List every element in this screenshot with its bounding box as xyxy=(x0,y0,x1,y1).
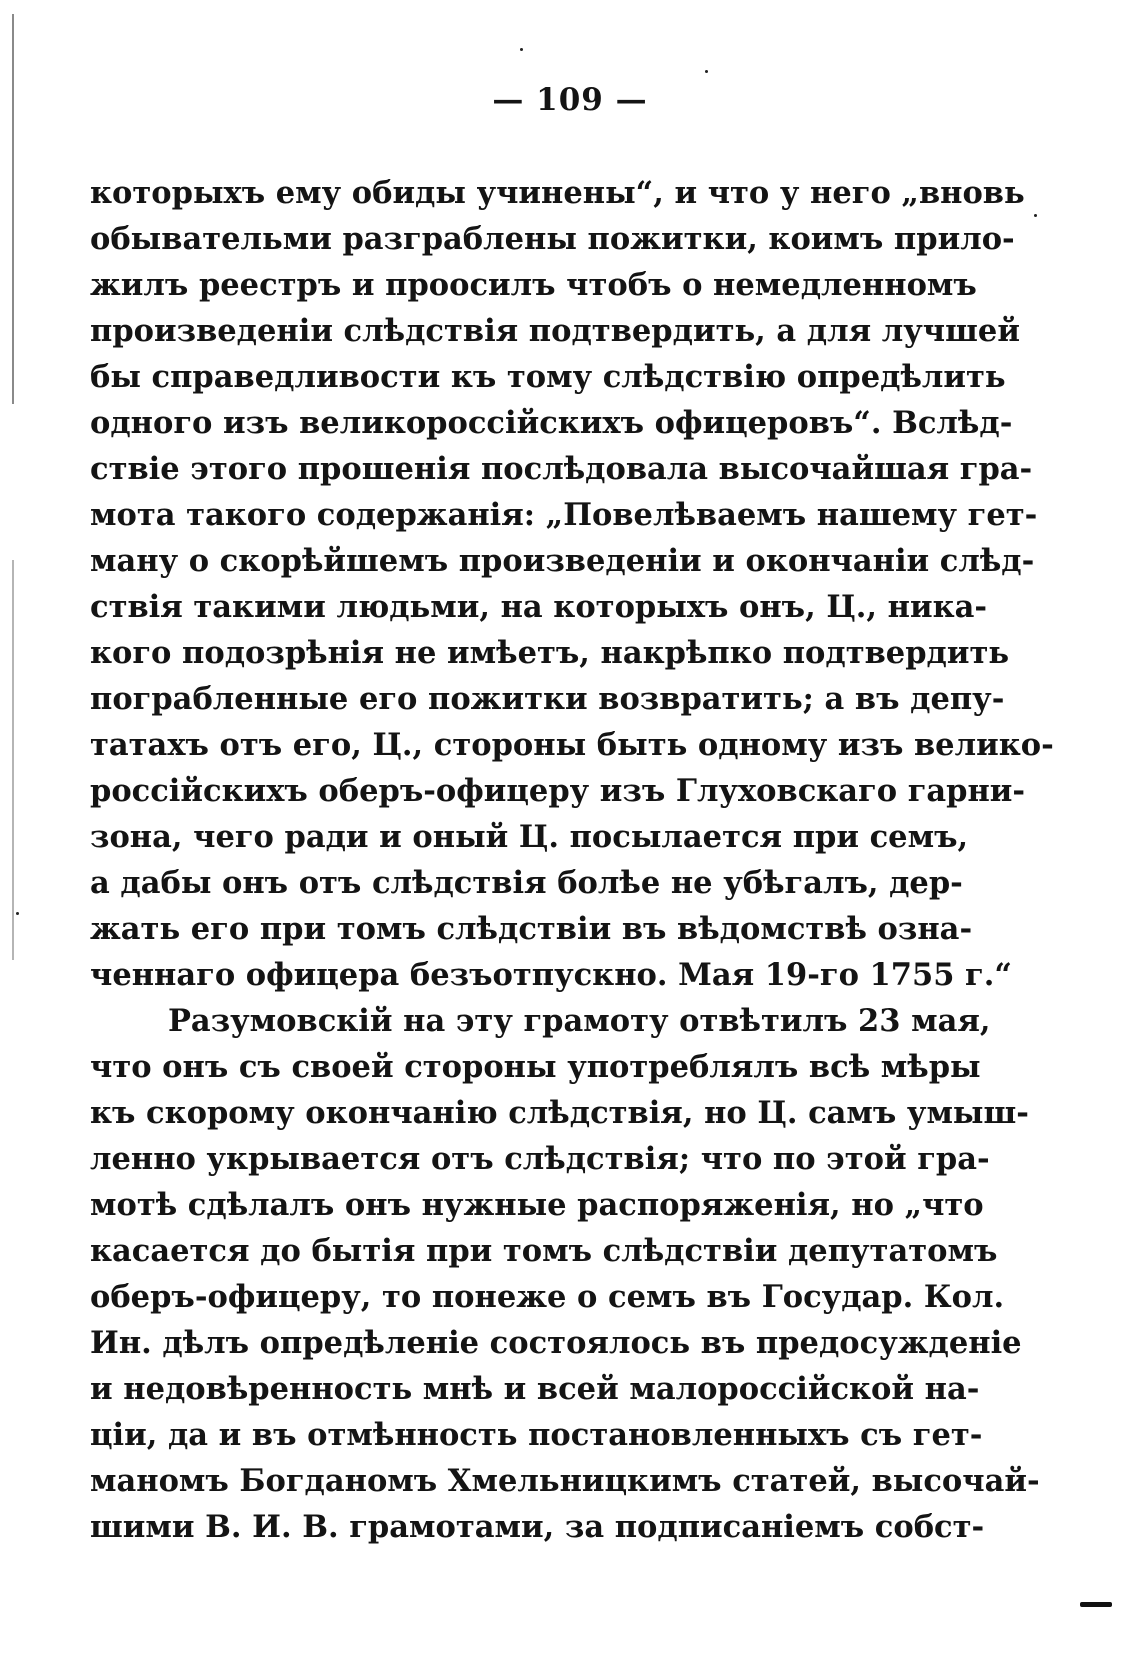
text-line: шими В. И. В. грамотами, за подписаніемъ собст- xyxy=(90,1509,985,1545)
text-line: пограбленные его пожитки возвратить; а въ депу- xyxy=(90,681,1005,717)
text-line: оберъ-офицеру, то понеже о семъ въ Государ. Кол. xyxy=(90,1279,1005,1315)
text-line: касается до бытія при томъ слѣдствіи депутатомъ xyxy=(90,1233,998,1269)
paragraph-2 xyxy=(90,998,1040,1550)
text-line: къ скорому окончанію слѣдствія, но Ц. самъ умыш- xyxy=(90,1095,1029,1131)
text-line: жилъ реестръ и проосилъ чтобъ о немедленномъ xyxy=(90,267,977,303)
text-line: ціи, да и въ отмѣнность постановленныхъ съ гет- xyxy=(90,1417,983,1453)
text-line: которыхъ ему обиды учинены“, и что у него „вновь xyxy=(90,175,1025,211)
text-line: россійскихъ оберъ-офицеру изъ Глуховскаго гарни- xyxy=(90,773,1026,809)
text-line: ствіе этого прошенія послѣдовала высочайшая гра- xyxy=(90,451,1033,487)
print-speck xyxy=(520,48,523,51)
text-line: татахъ отъ его, Ц., стороны быть одному изъ велико- xyxy=(90,727,1054,763)
text-line: произведеніи слѣдствія подтвердить, а для лучшей xyxy=(90,313,1020,349)
text-line: Ин. дѣлъ опредѣленіе состоялось въ предосужденіе xyxy=(90,1325,1022,1361)
print-speck xyxy=(705,70,708,73)
text-line: а дабы онъ отъ слѣдствія болѣе не убѣгалъ, дер- xyxy=(90,865,963,901)
margin-mark xyxy=(1080,1602,1112,1607)
text-line: одного изъ великороссійскихъ офицеровъ“. Вслѣд- xyxy=(90,405,1013,441)
text-line: мота такого содержанія: „Повелѣваемъ нашему гет- xyxy=(90,497,1038,533)
paragraph-1 xyxy=(90,170,1054,998)
text-line: зона, чего ради и оный Ц. посылается при семъ, xyxy=(90,819,969,855)
text-line: маномъ Богданомъ Хмельницкимъ статей, высочай- xyxy=(90,1463,1040,1499)
text-line: и недовѣренность мнѣ и всей малороссійской на- xyxy=(90,1371,980,1407)
text-line: ствія такими людьми, на которыхъ онъ, Ц., ника- xyxy=(90,589,988,625)
text-line: ману о скорѣйшемъ произведеніи и окончаніи слѣд- xyxy=(90,543,1035,579)
text-line: ленно укрывается отъ слѣдствія; что по этой гра- xyxy=(90,1141,990,1177)
print-speck xyxy=(16,912,19,915)
page-edge-shadow xyxy=(12,14,14,404)
body-text xyxy=(90,170,1054,1550)
text-line: кого подозрѣнія не имѣетъ, накрѣпко подтвердить xyxy=(90,635,1010,671)
text-line: обывательми разграблены пожитки, коимъ прило- xyxy=(90,221,1015,257)
page-number: — 109 — xyxy=(492,82,648,118)
text-line: бы справедливости къ тому слѣдствію опредѣлить xyxy=(90,359,1006,395)
text-line: мотѣ сдѣлалъ онъ нужные распоряженія, но „что xyxy=(90,1187,984,1223)
print-speck xyxy=(1034,214,1037,217)
text-line: что онъ съ своей стороны употреблялъ всѣ мѣры xyxy=(90,1049,981,1085)
text-line: жать его при томъ слѣдствіи въ вѣдомствѣ озна- xyxy=(90,911,973,947)
text-line: Разумовскій на эту грамоту отвѣтилъ 23 мая, xyxy=(168,1003,991,1039)
text-line: ченнаго офицера безъотпускно. Мая 19-го 1755 г.“ xyxy=(90,957,1012,993)
page-edge-shadow-lower xyxy=(12,560,14,960)
